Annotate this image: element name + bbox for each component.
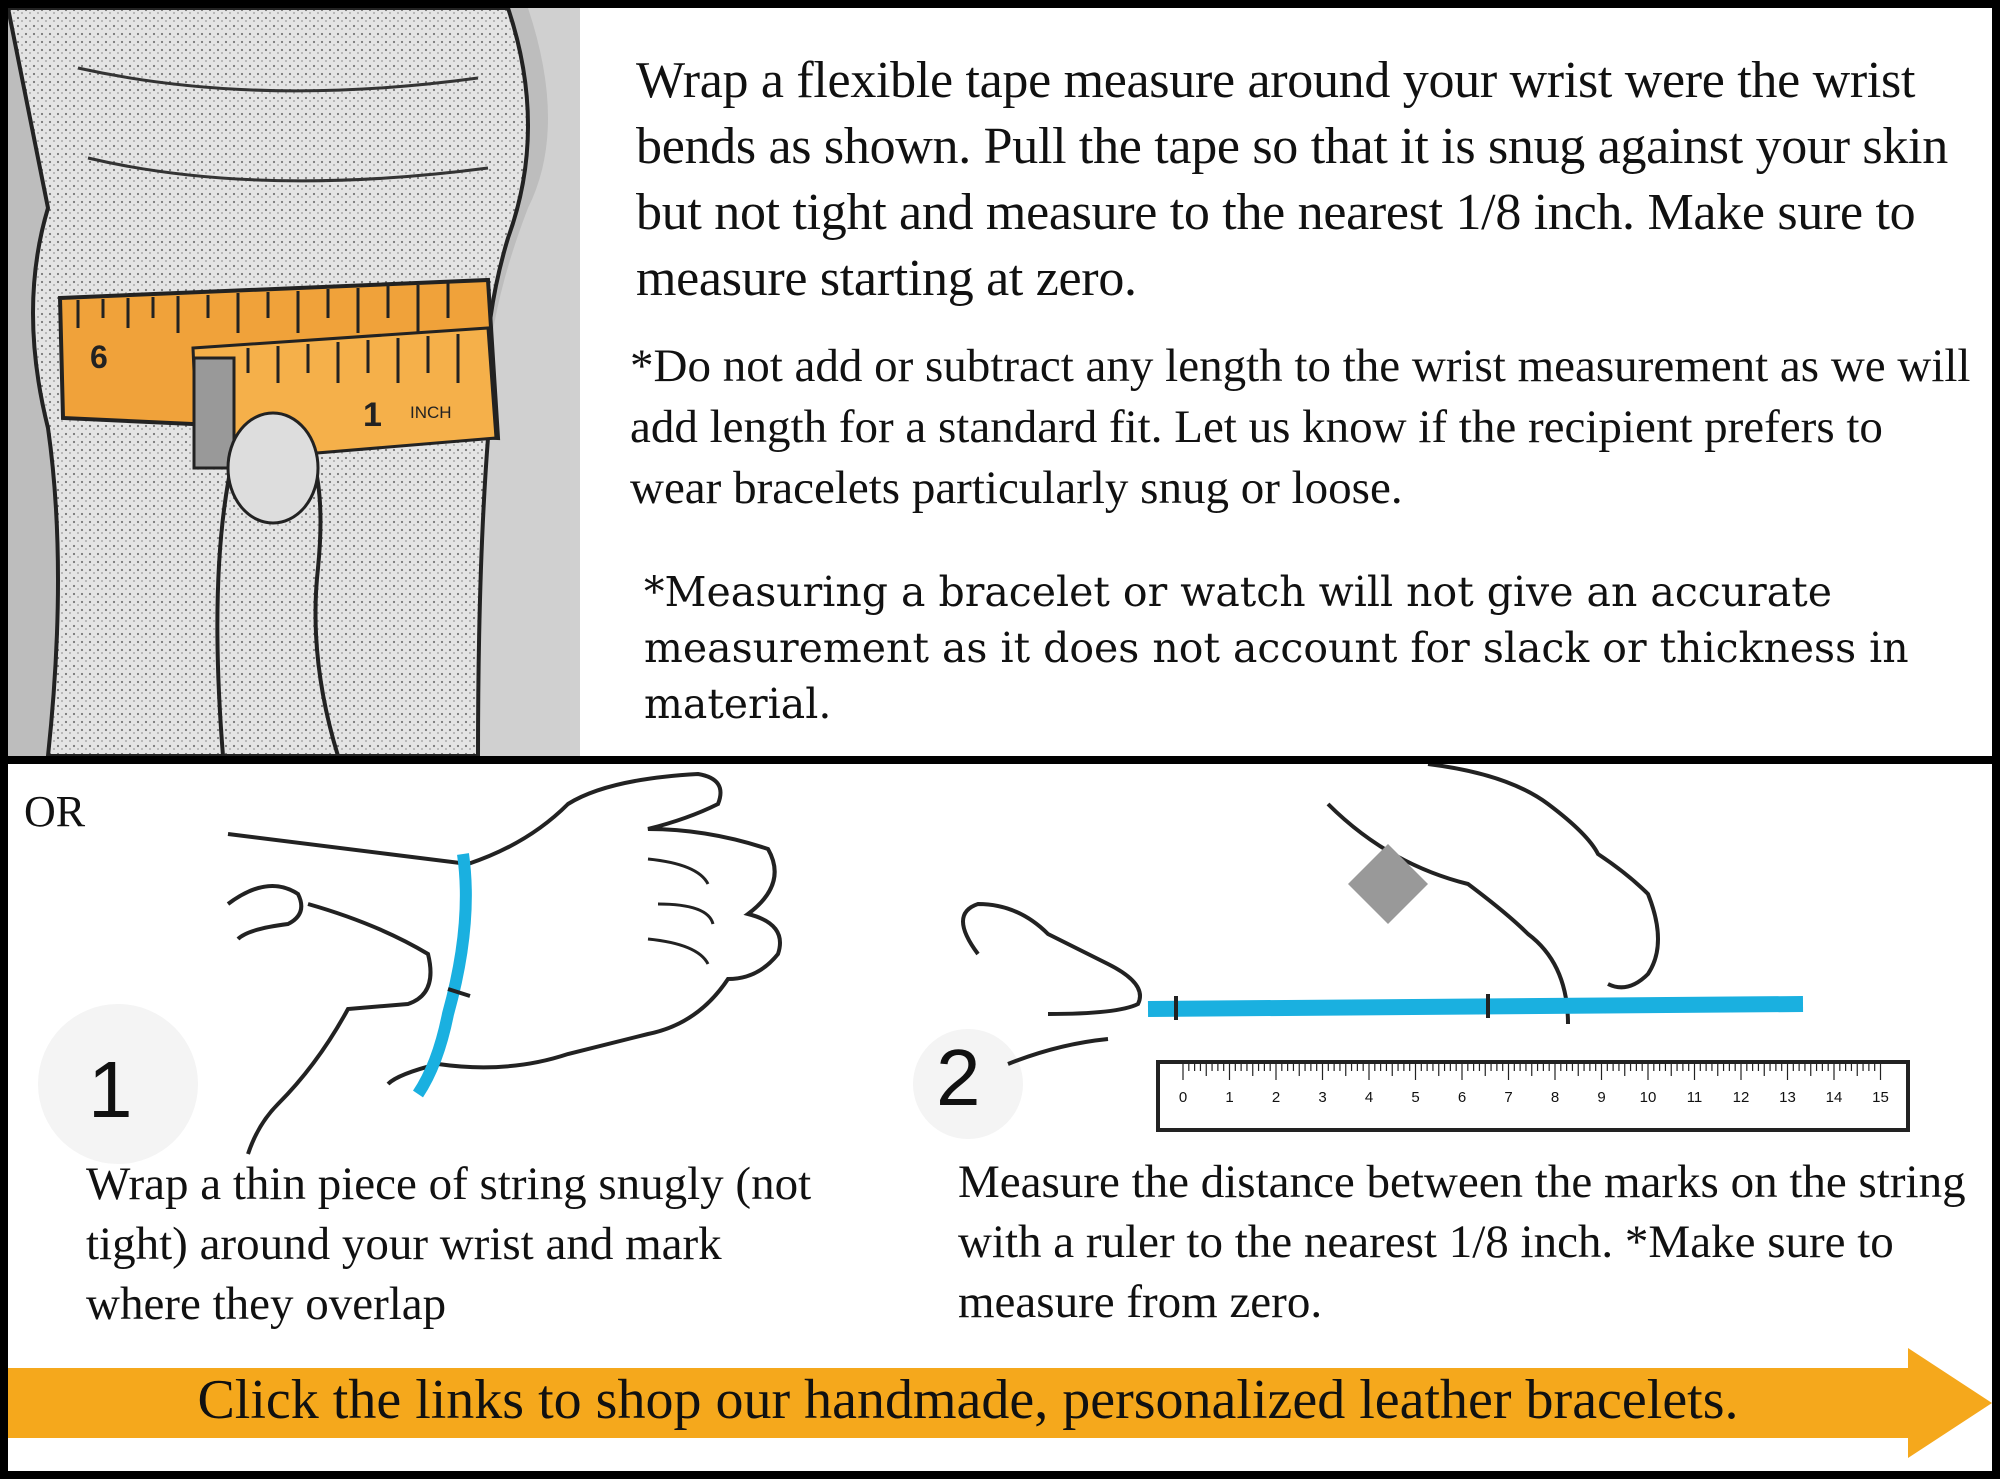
ruler-measure-illustration [908, 764, 1992, 1144]
ruler-number-label: 9 [1597, 1089, 1606, 1106]
or-label: OR [24, 787, 86, 836]
ruler-number-label: 6 [1457, 1089, 1467, 1106]
ruler-number-label: 1 [1225, 1089, 1234, 1106]
shop-banner-text[interactable]: Click the links to shop our handmade, personalized leather bracelets. [197, 1369, 1739, 1431]
ruler-number-label: 2 [1271, 1089, 1281, 1106]
step-2-text: Measure the distance between the marks on the string with a ruler to the nearest 1/8 inch. *Make sure to measure from zero. [958, 1156, 1966, 1328]
ruler-number-label: 15 [1872, 1089, 1889, 1106]
wrist-tape-illustration [8, 8, 580, 756]
tape-measure-panel [8, 8, 1992, 756]
ruler-number-label: 13 [1779, 1089, 1796, 1106]
tape-number-one: 1 [363, 396, 382, 434]
tape-inch-label: INCH [410, 403, 452, 422]
tape-metal-tab [194, 358, 234, 468]
ruler-number-label: 3 [1318, 1089, 1327, 1106]
tape-number-six: 6 [90, 339, 108, 375]
step-1-text: Wrap a thin piece of string snugly (not tight) around your wrist and mark where they overlap [86, 1158, 812, 1330]
ruler-number-label: 5 [1411, 1089, 1420, 1106]
ruler-number-label: 0 [1178, 1089, 1188, 1106]
tape-instructions: Wrap a flexible tape measure around your wrist were the wrist bends as shown. Pull the tape so that it is snug against your skin but not tight and measure to the nearest 1/8 inch. Make sure to measure starting at zero. [636, 52, 1948, 307]
step-number-2: 2 [936, 1033, 981, 1122]
string-around-wrist [418, 854, 466, 1094]
ruler-number-label: 7 [1504, 1089, 1513, 1106]
step-number-1: 1 [88, 1045, 133, 1134]
string-on-ruler [1148, 1004, 1803, 1009]
length-note: *Do not add or subtract any length to the wrist measurement as we will add length for a standard fit. Let us know if the recipient prefers to wear bracelets particularly snug or loose. [630, 340, 1971, 514]
ruler-number-label: 14 [1825, 1089, 1843, 1106]
bracelet-note: *Measuring a bracelet or watch will not give an accurate measurement as it does not account for slack or thickness in material. [644, 568, 1909, 728]
string-method-panel [8, 764, 1992, 1471]
ruler-number-label: 10 [1639, 1089, 1657, 1106]
ruler-number-label: 12 [1732, 1089, 1750, 1106]
ruler-number-label: 8 [1550, 1089, 1560, 1106]
ruler-number-label: 11 [1686, 1089, 1703, 1106]
string-wrap-illustration [8, 764, 908, 1164]
ruler-number-label: 4 [1364, 1089, 1374, 1106]
